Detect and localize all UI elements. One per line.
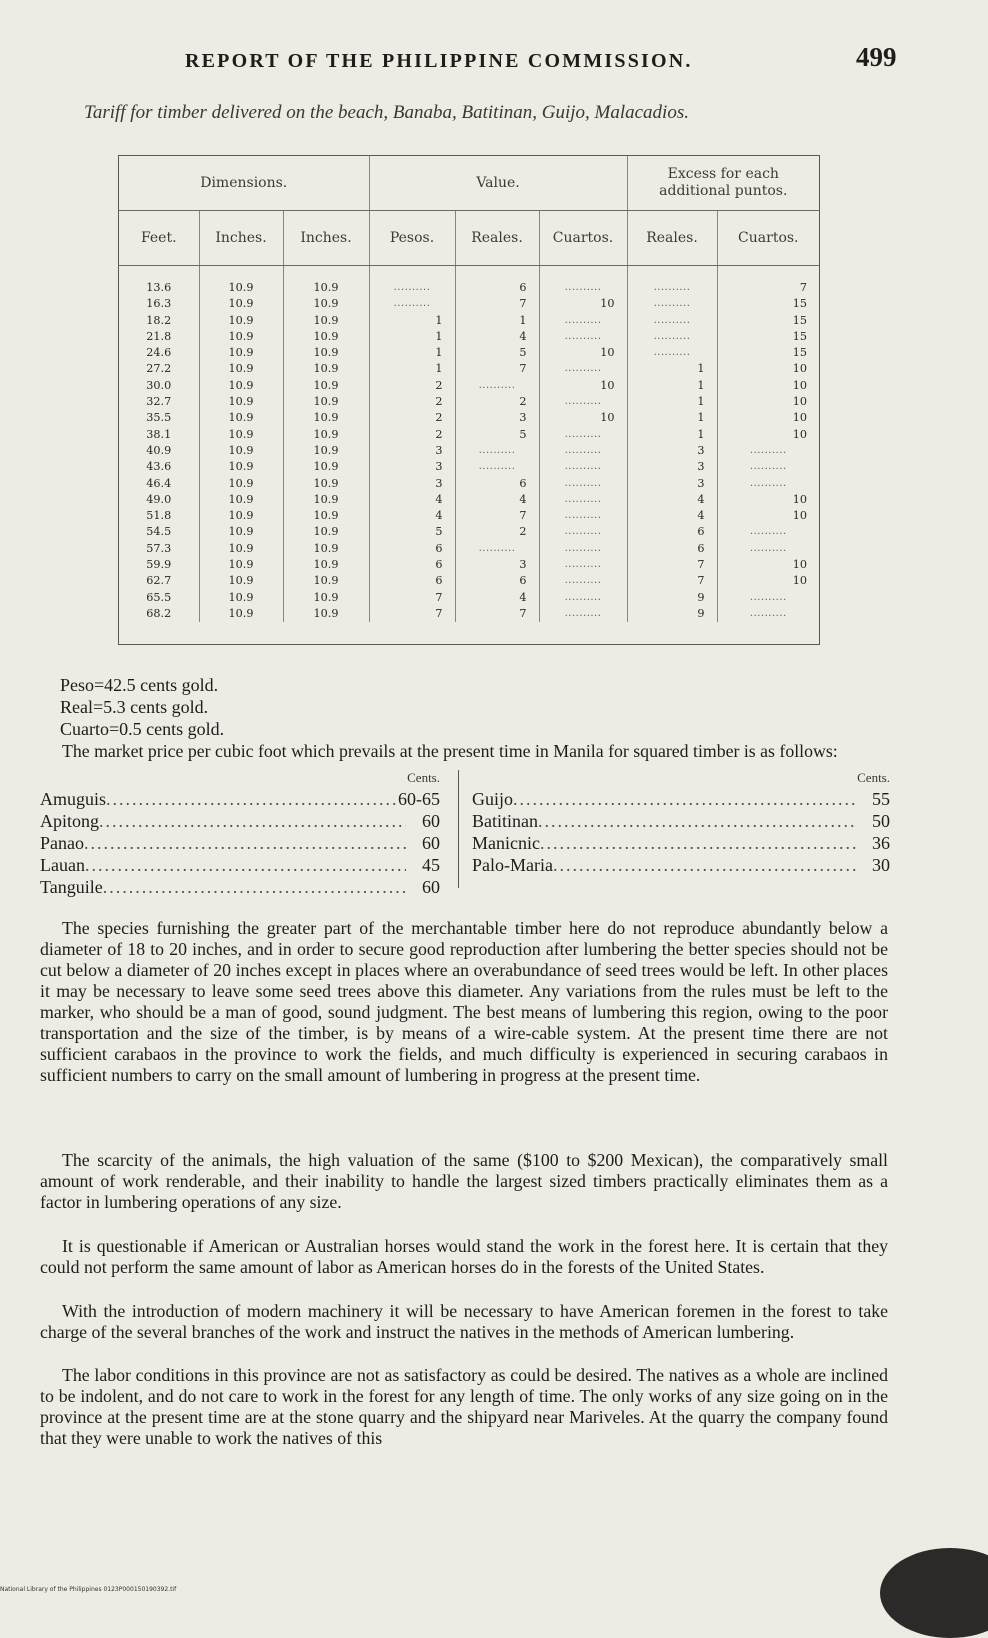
table-cell: 6 (369, 557, 455, 573)
table-cell: 2 (455, 394, 539, 410)
table-cell: 7 (627, 557, 717, 573)
paragraph-5-text: The labor conditions in this province are not as satisfactory as could be desired. The natives as a whole are inclined to be indolent, and do not care to work in the forest for any length of time. The only works of any size going on in the province at the present time are at the stone quarry and the shipyard near Mariveles. At the quarry the company found that they were unable to work the natives of this (40, 1365, 888, 1448)
table-cell: .......... (627, 345, 717, 361)
market-intro-text: The market price per cubic foot which prevails at the present time in Manila for squared timber is as follows: (62, 741, 838, 761)
table-cell: 10.9 (199, 492, 283, 508)
species-name: Batitinan (472, 811, 538, 831)
table-row (119, 427, 819, 443)
table-cell: .......... (627, 313, 717, 329)
table-cell: 10.9 (199, 345, 283, 361)
table-cell: 10.9 (199, 296, 283, 312)
table-cell: 10 (539, 296, 627, 312)
price-row (472, 788, 890, 810)
scan-corner-shadow (880, 1548, 988, 1638)
table-cell: 2 (455, 524, 539, 540)
table-cell: 10.9 (199, 606, 283, 622)
table-cell: 7 (627, 573, 717, 589)
table-cell: .......... (539, 394, 627, 410)
table-cell: .......... (539, 459, 627, 475)
table-cell: .......... (627, 329, 717, 345)
price-value: 50 (872, 811, 890, 831)
table-cell: 6 (455, 266, 539, 297)
header-value: Value. (369, 156, 627, 211)
table-cell: 10.9 (199, 459, 283, 475)
price-value: 60 (422, 811, 440, 831)
paragraph-2 (40, 1150, 888, 1213)
table-cell: 10.9 (199, 361, 283, 377)
table-cell: 3 (369, 459, 455, 475)
column-header-row (119, 211, 819, 266)
table-cell: 15 (792, 297, 808, 311)
table-cell: 10.9 (199, 590, 283, 606)
table-row (119, 266, 819, 297)
table-cell: 7 (799, 281, 808, 294)
table-cell: .......... (455, 443, 539, 459)
table-cell: 10.9 (283, 266, 369, 297)
table-cell: 10.9 (283, 443, 369, 459)
table-cell: .......... (627, 296, 717, 312)
table-cell: 1 (369, 329, 455, 345)
leader-dots (538, 810, 856, 832)
table-cell: .......... (749, 542, 787, 554)
species-name: Panao (40, 833, 84, 853)
paragraph-1-text: The species furnishing the greater part of the merchantable timber here do not reproduce abundantly below a diameter of 18 to 20 inches, and in order to secure good reproduction after lumbering the better species should not be cut below a diameter of 20 inches except in places where an overabundance of seed trees would be left. In other places it may be necessary to leave some seed trees above this diameter. Any variations from the rules must be left to the marker, who should be a man of good, sound judgment. The best means of lumbering this region, owing to the poor transportation and the size of the timber, is by means of a wire-cable system. At the present time there are not sufficient carabaos in the province to work the fields, and much difficulty is experienced in securing carabaos in sufficient numbers to carry on the small amount of lumbering in progress at the present time. (40, 918, 888, 1085)
price-row (40, 810, 440, 832)
column-header: Cuartos. (717, 211, 819, 266)
table-cell: .......... (749, 526, 787, 538)
table-cell: 6 (369, 573, 455, 589)
table-cell: .......... (539, 329, 627, 345)
table-cell: .......... (539, 313, 627, 329)
table-cell: .......... (369, 266, 455, 297)
table-cell: 3 (369, 443, 455, 459)
table-cell: .......... (539, 590, 627, 606)
table-cell: 10.9 (283, 296, 369, 312)
table-cell: 10 (792, 558, 808, 572)
table-cell: 18.2 (119, 313, 199, 329)
tariff-table (118, 155, 820, 645)
tariff-grid (119, 156, 819, 622)
paragraph-5 (40, 1365, 888, 1449)
table-row (119, 492, 819, 508)
price-row (472, 854, 890, 876)
price-row (40, 788, 440, 810)
scan-footer-note: National Library of the Philippines 0123P000150190392.tif (0, 1586, 177, 1593)
price-row (40, 832, 440, 854)
table-cell: 5 (369, 524, 455, 540)
table-cell: 1 (627, 361, 717, 377)
units-label-left: Cents. (407, 770, 440, 785)
table-cell: 1 (627, 394, 717, 410)
table-cell: 4 (627, 508, 717, 524)
table-cell: 5 (455, 345, 539, 361)
market-intro (40, 741, 888, 762)
table-cell: .......... (455, 541, 539, 557)
table-cell: 10.9 (283, 459, 369, 475)
table-cell: 49.0 (119, 492, 199, 508)
table-row (119, 394, 819, 410)
table-cell: 68.2 (119, 606, 199, 622)
table-cell: 10.9 (199, 508, 283, 524)
table-cell: .......... (455, 378, 539, 394)
table-cell: 1 (455, 313, 539, 329)
table-cell: .......... (539, 524, 627, 540)
table-cell: 54.5 (119, 524, 199, 540)
paragraph-1 (40, 918, 888, 1086)
table-cell: .......... (749, 444, 787, 456)
table-cell: 4 (455, 590, 539, 606)
column-header: Cuartos. (539, 211, 627, 266)
table-cell: .......... (539, 557, 627, 573)
species-name: Amuguis (40, 789, 107, 809)
species-name: Manicnic (472, 833, 540, 853)
table-row (119, 573, 819, 589)
table-cell: 10.9 (199, 313, 283, 329)
table-cell: .......... (539, 606, 627, 622)
table-cell: 10.9 (199, 329, 283, 345)
table-cell: 7 (369, 590, 455, 606)
table-cell: .......... (539, 476, 627, 492)
table-row (119, 443, 819, 459)
table-row (119, 508, 819, 524)
table-cell: 2 (369, 378, 455, 394)
leader-dots (540, 832, 856, 854)
table-cell: .......... (539, 266, 627, 297)
table-cell: 10 (792, 509, 808, 523)
price-divider (458, 770, 459, 888)
table-cell: 7 (369, 606, 455, 622)
table-cell: 10.9 (283, 508, 369, 524)
table-cell: .......... (749, 591, 787, 603)
table-cell: 3 (455, 410, 539, 426)
table-cell: 3 (627, 443, 717, 459)
paragraph-4-text: With the introduction of modern machinery it will be necessary to have American foremen in the forest to take charge of the several branches of the work and instruct the natives in the methods of American lumbering. (40, 1301, 888, 1342)
table-cell: 10.9 (199, 476, 283, 492)
table-cell: 3 (455, 557, 539, 573)
table-cell: 15 (792, 313, 808, 327)
table-cell: 15 (792, 329, 808, 343)
table-cell: 4 (627, 492, 717, 508)
table-row (119, 459, 819, 475)
table-row (119, 557, 819, 573)
table-cell: 5 (455, 427, 539, 443)
price-row (472, 810, 890, 832)
table-cell: .......... (539, 443, 627, 459)
table-cell: 7 (455, 606, 539, 622)
species-name: Palo-Maria (472, 855, 553, 875)
price-value: 60 (422, 877, 440, 897)
conversion-notes (60, 674, 224, 740)
table-cell: 7 (455, 296, 539, 312)
table-cell: 9 (627, 606, 717, 622)
table-cell: 10.9 (283, 557, 369, 573)
page-header (0, 42, 988, 82)
leader-dots (106, 788, 398, 810)
table-cell: 10.9 (199, 427, 283, 443)
price-value: 60-65 (398, 789, 440, 809)
species-name: Apitong (40, 811, 100, 831)
species-name: Tanguile (40, 877, 103, 897)
column-header: Reales. (627, 211, 717, 266)
table-cell: .......... (539, 508, 627, 524)
units-label-right: Cents. (857, 770, 890, 785)
table-cell: 10.9 (199, 557, 283, 573)
table-cell: .......... (539, 427, 627, 443)
table-cell: 10 (792, 411, 808, 425)
table-cell: .......... (749, 607, 787, 619)
table-cell: .......... (539, 492, 627, 508)
table-cell: 10.9 (283, 427, 369, 443)
leader-dots (84, 832, 406, 854)
table-cell: 10.9 (283, 410, 369, 426)
running-title: REPORT OF THE PHILIPPINE COMMISSION. (185, 50, 693, 72)
tariff-body (119, 266, 819, 623)
table-row (119, 378, 819, 394)
price-value: 60 (422, 833, 440, 853)
table-row (119, 329, 819, 345)
price-row (40, 876, 440, 898)
table-row (119, 590, 819, 606)
table-cell: 10.9 (199, 266, 283, 297)
table-cell: .......... (539, 541, 627, 557)
table-cell: 7 (455, 508, 539, 524)
table-cell: .......... (455, 459, 539, 475)
table-cell: 1 (369, 345, 455, 361)
table-row (119, 524, 819, 540)
table-row (119, 345, 819, 361)
table-cell: 46.4 (119, 476, 199, 492)
table-cell: 3 (627, 459, 717, 475)
column-header: Feet. (119, 211, 199, 266)
table-row (119, 313, 819, 329)
table-cell: 9 (627, 590, 717, 606)
table-cell: 3 (627, 476, 717, 492)
conversion-peso: Peso=42.5 cents gold. (60, 675, 219, 695)
table-cell: 10 (792, 492, 808, 506)
species-name: Lauan (40, 855, 85, 875)
page-number: 499 (856, 42, 897, 72)
price-value: 30 (872, 855, 890, 875)
column-header: Inches. (199, 211, 283, 266)
table-cell: 2 (369, 394, 455, 410)
table-cell: .......... (749, 477, 787, 489)
table-cell: 10.9 (283, 524, 369, 540)
table-cell: 65.5 (119, 590, 199, 606)
table-cell: 32.7 (119, 394, 199, 410)
conversion-cuarto: Cuarto=0.5 cents gold. (60, 719, 225, 739)
table-cell: 10 (792, 574, 808, 588)
table-cell: 10 (792, 395, 808, 409)
table-cell: 10.9 (283, 590, 369, 606)
table-cell: 6 (455, 476, 539, 492)
table-cell: 62.7 (119, 573, 199, 589)
table-cell: 13.6 (119, 266, 199, 297)
table-cell: 10.9 (283, 361, 369, 377)
table-cell: 1 (627, 427, 717, 443)
table-cell: 3 (369, 476, 455, 492)
table-cell: 4 (455, 492, 539, 508)
paragraph-4 (40, 1301, 888, 1343)
leader-dots (103, 876, 406, 898)
price-value: 45 (422, 855, 440, 875)
leader-dots (99, 810, 406, 832)
conversion-real: Real=5.3 cents gold. (60, 697, 209, 717)
table-cell: 10.9 (199, 378, 283, 394)
table-cell: 1 (369, 313, 455, 329)
table-cell: .......... (627, 266, 717, 297)
table-cell: 10.9 (199, 524, 283, 540)
table-row (119, 361, 819, 377)
price-column-left (40, 770, 440, 898)
table-cell: 10 (539, 345, 627, 361)
table-cell: 2 (369, 427, 455, 443)
table-cell: 10.9 (199, 410, 283, 426)
table-cell: 59.9 (119, 557, 199, 573)
table-cell: 10 (539, 378, 627, 394)
table-cell: 21.8 (119, 329, 199, 345)
leader-dots (85, 854, 406, 876)
price-value: 36 (872, 833, 890, 853)
table-cell: 10.9 (283, 606, 369, 622)
table-cell: 30.0 (119, 378, 199, 394)
header-dimensions: Dimensions. (119, 156, 369, 211)
table-cell: 2 (369, 410, 455, 426)
paragraph-2-text: The scarcity of the animals, the high valuation of the same ($100 to $200 Mexican), the comparatively small amount of work renderable, and their inability to handle the largest sized timbers practically eliminates them as a factor in lumbering operations of any size. (40, 1150, 888, 1212)
table-cell: 10.9 (283, 541, 369, 557)
table-cell: 40.9 (119, 443, 199, 459)
column-header: Inches. (283, 211, 369, 266)
price-row (40, 854, 440, 876)
table-cell: 10 (792, 427, 808, 441)
column-header: Pesos. (369, 211, 455, 266)
table-cell: 15 (792, 346, 808, 360)
paragraph-3 (40, 1236, 888, 1278)
table-row (119, 541, 819, 557)
table-cell: 4 (369, 508, 455, 524)
table-cell: 10.9 (199, 443, 283, 459)
table-cell: 6 (627, 524, 717, 540)
table-cell: 43.6 (119, 459, 199, 475)
table-cell: 10.9 (283, 492, 369, 508)
table-cell: .......... (539, 361, 627, 377)
column-header: Reales. (455, 211, 539, 266)
table-caption: Tariff for timber delivered on the beach, Banaba, Batitinan, Guijo, Malacadios. (84, 102, 689, 123)
table-cell: 10.9 (283, 313, 369, 329)
price-column-right (472, 770, 890, 876)
table-cell: 7 (455, 361, 539, 377)
table-cell: 35.5 (119, 410, 199, 426)
table-cell: 10.9 (199, 541, 283, 557)
table-cell: 1 (627, 410, 717, 426)
species-name: Guijo (472, 789, 514, 809)
table-row (119, 296, 819, 312)
table-cell: .......... (369, 296, 455, 312)
table-cell: 4 (369, 492, 455, 508)
table-cell: 1 (369, 361, 455, 377)
table-cell: 10.9 (283, 573, 369, 589)
table-cell: 10.9 (283, 378, 369, 394)
table-cell: 10 (792, 378, 808, 392)
table-row (119, 410, 819, 426)
price-row (472, 832, 890, 854)
table-cell: 10.9 (283, 345, 369, 361)
table-cell: 10 (792, 362, 808, 376)
table-cell: 1 (627, 378, 717, 394)
table-cell: .......... (749, 461, 787, 473)
price-list (40, 770, 890, 897)
leader-dots (513, 788, 856, 810)
leader-dots (553, 854, 856, 876)
table-cell: 10.9 (283, 329, 369, 345)
table-cell: 6 (627, 541, 717, 557)
table-cell: 27.2 (119, 361, 199, 377)
table-cell: 6 (455, 573, 539, 589)
table-cell: 10.9 (283, 394, 369, 410)
price-value: 55 (872, 789, 890, 809)
table-cell: .......... (539, 573, 627, 589)
table-cell: 6 (369, 541, 455, 557)
table-cell: 24.6 (119, 345, 199, 361)
table-cell: 57.3 (119, 541, 199, 557)
table-cell: 4 (455, 329, 539, 345)
table-cell: 10 (539, 410, 627, 426)
paragraph-3-text: It is questionable if American or Australian horses would stand the work in the forest here. It is certain that they could not perform the same amount of labor as American horses do in the forests of the United States. (40, 1236, 888, 1277)
table-cell: 38.1 (119, 427, 199, 443)
table-cell: 16.3 (119, 296, 199, 312)
table-cell: 10.9 (283, 476, 369, 492)
table-cell: 51.8 (119, 508, 199, 524)
table-row (119, 606, 819, 622)
table-row (119, 476, 819, 492)
header-excess: Excess for each additional puntos. (627, 156, 819, 211)
table-cell: 10.9 (199, 394, 283, 410)
table-cell: 10.9 (199, 573, 283, 589)
